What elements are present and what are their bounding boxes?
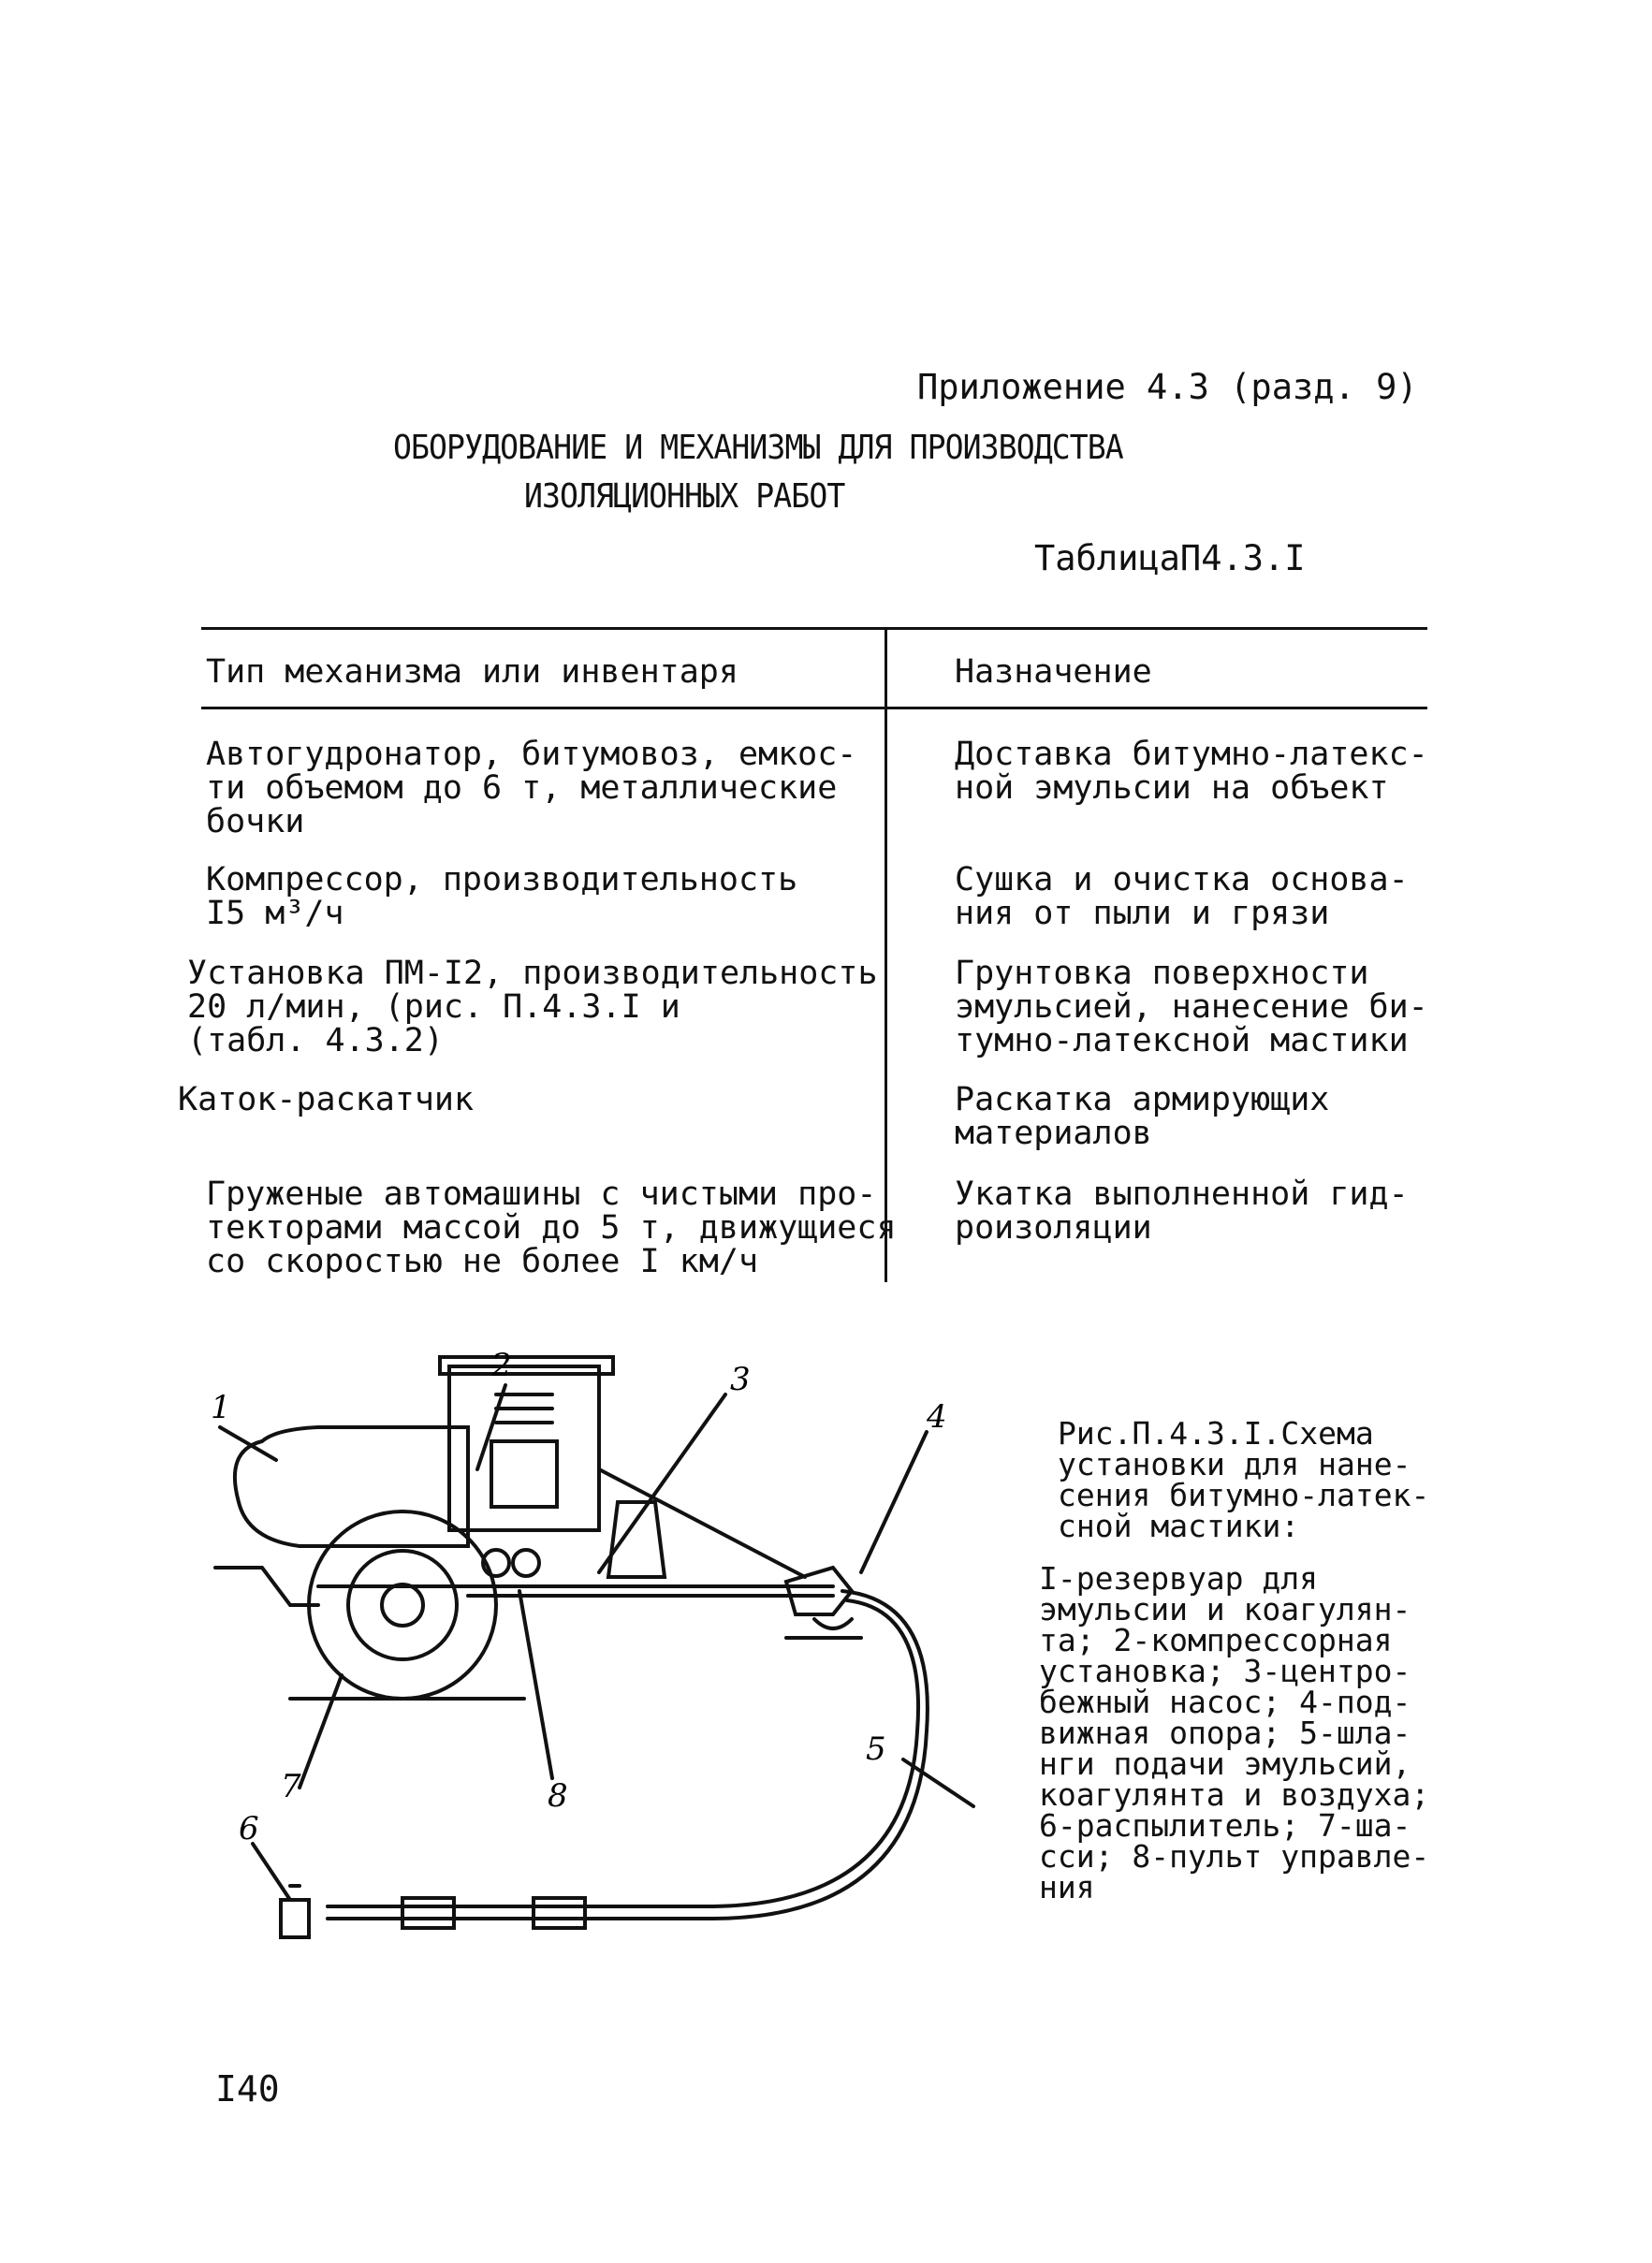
support-strut <box>599 1469 805 1577</box>
callout-5: 5 <box>866 1730 886 1768</box>
hose <box>328 1591 928 1919</box>
compressor-motor <box>491 1441 557 1507</box>
callout-1: 1 <box>211 1389 231 1426</box>
table-row-1-purpose: Доставка битумно-латекс- ной эмульсии на объект <box>955 736 1428 807</box>
callout-4: 4 <box>927 1398 947 1436</box>
table-number: ТаблицаП4.3.I <box>1034 538 1306 578</box>
table-row-5-type: Груженые автомашины с чистыми про- текторами массой до 5 т, движущиеся со скоростью не более I км/ч <box>206 1175 897 1280</box>
table-row-4-type: Каток-раскатчик <box>178 1081 475 1118</box>
table-header-rule <box>201 707 1427 709</box>
hose-block-1 <box>402 1898 454 1928</box>
callout-2: 2 <box>491 1347 512 1384</box>
table-row-2-type: Компрессор, производительность I5 м³/ч <box>206 861 798 932</box>
table-header-purpose: Назначение <box>955 653 1152 691</box>
table-top-rule <box>201 627 1427 630</box>
table-row-4-purpose: Раскатка армирующих материалов <box>955 1081 1330 1152</box>
page-number: I40 <box>215 2068 280 2110</box>
callout-6: 6 <box>239 1810 259 1847</box>
page-title-line2: ИЗОЛЯЦИОННЫХ РАБОТ <box>524 477 845 516</box>
chassis-rail <box>318 1586 833 1596</box>
appendix-label: Приложение 4.3 (разд. 9) <box>917 367 1418 407</box>
wheel-hub <box>382 1584 423 1626</box>
hose-block-2 <box>534 1898 585 1928</box>
page-title-line1: ОБОРУДОВАНИЕ И МЕХАНИЗМЫ ДЛЯ ПРОИЗВОДСТВА <box>393 429 1123 467</box>
callout-7: 7 <box>281 1768 301 1805</box>
table-row-2-purpose: Сушка и очистка основа- ния от пыли и грязи <box>955 861 1409 932</box>
callout-8: 8 <box>548 1777 568 1815</box>
figure-caption: Рис.П.4.3.I.Схема установки для нане- сения битумно-латек- сной мастики: <box>1058 1415 1430 1544</box>
pump <box>608 1502 665 1577</box>
wheel-rim <box>348 1551 457 1659</box>
wheel-outer <box>309 1511 496 1699</box>
table-row-1-type: Автогудронатор, битумовоз, емкос- ти объемом до 6 т, металлические бочки <box>206 736 857 840</box>
table-row-3-type: Установка ПМ-I2, производительность 20 л/мин, (рис. П.4.3.I и (табл. 4.3.2) <box>187 955 878 1059</box>
towbar <box>215 1568 318 1605</box>
table-header-type: Тип механизма или инвентаря <box>206 653 738 691</box>
installation-schematic <box>187 1338 1030 2012</box>
table-row-5-purpose: Укатка выполненной гид- роизоляции <box>955 1175 1409 1247</box>
callout-3: 3 <box>730 1361 751 1398</box>
table-row-3-purpose: Грунтовка поверхности эмульсией, нанесение би- тумно-латексной мастики <box>955 955 1428 1059</box>
figure-legend: I-резервуар для эмульсии и коагулян- та; 2-компрессорная установка; 3-центро- бежный насос; 4-под- вижная опора; 5-шла- нги подачи эмульсий, коагулянта и воздуха; 6-распылитель; 7-ша- сси; 8-пульт управле- ния <box>1039 1560 1430 1905</box>
control-knob-2 <box>513 1550 539 1576</box>
